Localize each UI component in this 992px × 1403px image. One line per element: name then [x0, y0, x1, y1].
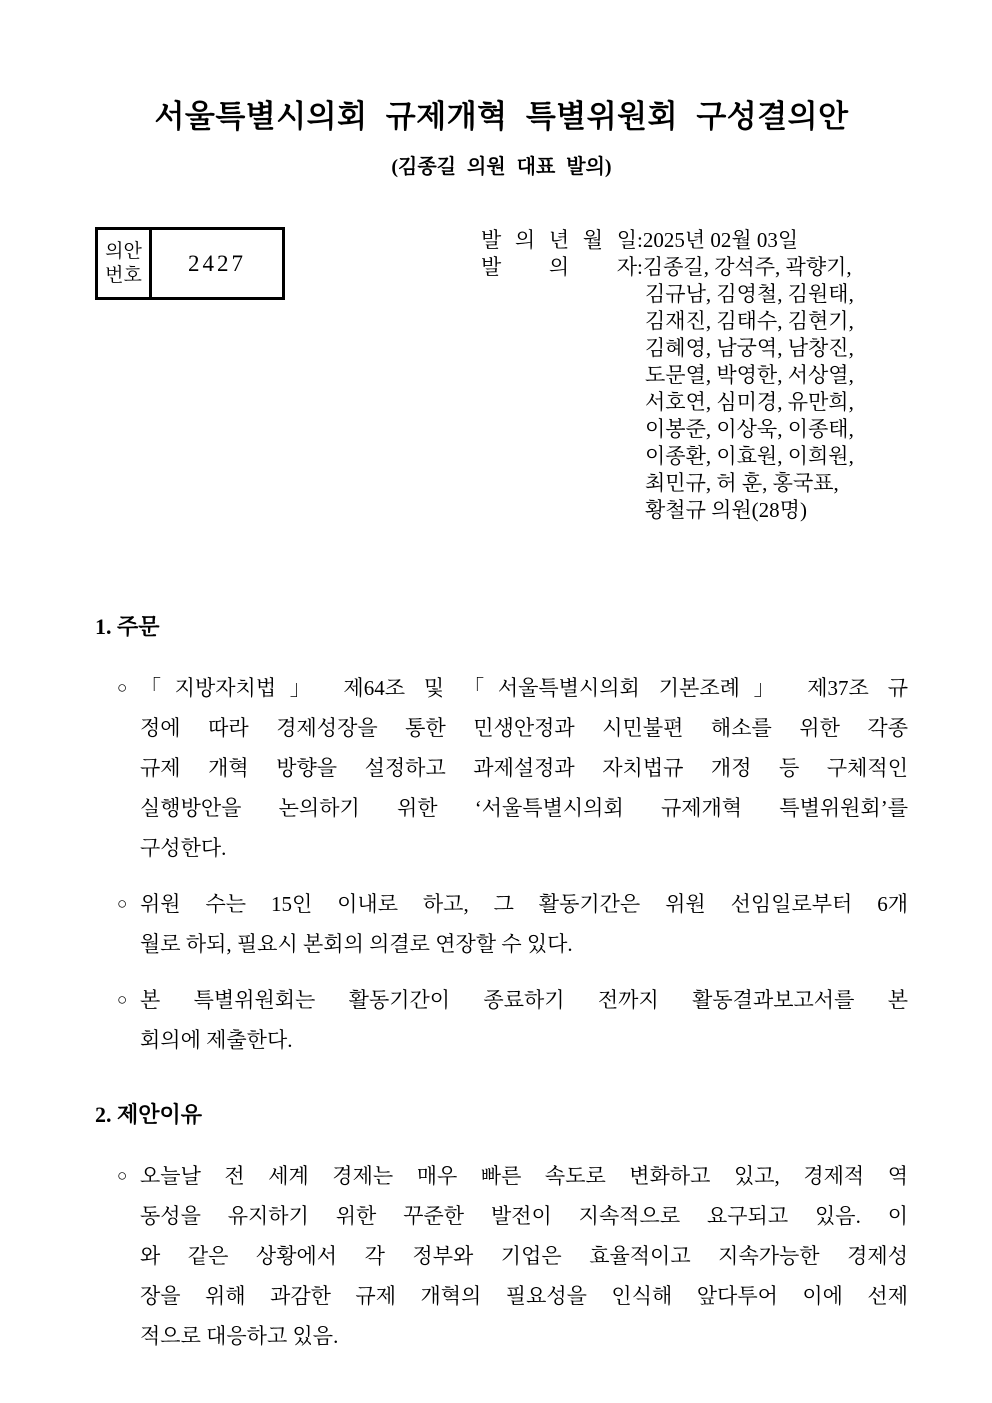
bullet-text [140, 980, 908, 1060]
bullet-text-line: 장을 위해 과감한 규제 개혁의 필요성을 인식해 앞다투어 이에 선제 [140, 1284, 908, 1308]
bullet-text [140, 668, 908, 868]
bullet-item [95, 980, 908, 1060]
proposer-names-line: 김재진, 김태수, 김현기, [645, 309, 854, 333]
section [95, 1100, 908, 1356]
proposer-names-line: 이봉준, 이상욱, 이종태, [645, 417, 854, 441]
bullet-item [95, 668, 908, 868]
bill-number-box [95, 227, 285, 300]
proposer-name-list [481, 281, 854, 524]
info-band [95, 227, 908, 524]
document-subtitle: (김종길 의원 대표 발의) [391, 156, 612, 178]
proposal-info [481, 227, 854, 524]
document-body [95, 612, 908, 1356]
proposal-date-row [481, 227, 854, 254]
proposer-names-line: 최민규, 허 훈, 홍국표, [645, 471, 839, 495]
bullet-text-line: 회의에 제출한다. [140, 1028, 293, 1052]
document-title: 서울특별시의회 규제개혁 특별위원회 구성결의안 [154, 99, 849, 134]
bullet-text-line: 본 특별위원회는 활동기간이 종료하기 전까지 활동결과보고서를 본 [140, 988, 908, 1012]
circle-bullet-icon: ○ [117, 990, 128, 1009]
proposer-names-line: :김종길, 강석주, 곽향기, [637, 255, 852, 279]
section-heading: 2. 제안이유 [95, 1102, 203, 1127]
bullet-text-line: 실행방안을 논의하기 위한 ‘서울특별시의회 규제개혁 특별위원회’를 [140, 796, 908, 820]
bullet-text-line: 「지방자치법」 제64조 및 「서울특별시의회 기본조례」 제37조 규 [140, 676, 908, 700]
bill-number-value: 2427 [188, 250, 246, 276]
circle-bullet-icon: ○ [117, 894, 128, 913]
circle-bullet-icon: ○ [117, 1166, 128, 1185]
bullet-item [95, 1156, 908, 1356]
bullet-text-line: 규제 개혁 방향을 설정하고 과제설정과 자치법규 개정 등 구체적인 [140, 756, 908, 780]
circle-bullet-icon: ○ [117, 678, 128, 697]
proposer-names-line: 도문열, 박영한, 서상열, [645, 363, 854, 387]
proposer-names-line: 서호연, 심미경, 유만희, [645, 390, 854, 414]
proposal-date-label: 발 의 년 월 일 [481, 228, 637, 252]
section-heading: 1. 주문 [95, 614, 160, 639]
proposal-date-value: :2025년 02월 03일 [637, 228, 799, 252]
bullet-text [140, 1156, 908, 1356]
bullet-text-line: 적으로 대응하고 있음. [140, 1324, 339, 1348]
bill-number-label-line1: 의안 [105, 240, 142, 262]
bullet-text-line: 위원 수는 15인 이내로 하고, 그 활동기간은 위원 선임일로부터 6개 [140, 892, 908, 916]
proposer-names-line: 이종환, 이효원, 이희원, [645, 444, 854, 468]
bill-number-label [98, 230, 152, 297]
bullet-text-line: 월로 하되, 필요시 본회의 의결로 연장할 수 있다. [140, 932, 573, 956]
bullet-text [140, 884, 908, 964]
bill-number-label-line2: 번호 [105, 264, 142, 286]
bullet-text-line: 오늘날 전 세계 경제는 매우 빠른 속도로 변화하고 있고, 경제적 역 [140, 1164, 908, 1188]
proposer-names-line: 김규남, 김영철, 김원태, [645, 282, 854, 306]
proposer-row [481, 254, 854, 281]
bullet-text-line: 와 같은 상황에서 각 정부와 기업은 효율적이고 지속가능한 경제성 [140, 1244, 908, 1268]
bullet-text-line: 구성한다. [140, 836, 227, 860]
proposer-label: 발 의 자 [481, 255, 637, 279]
bullet-text-line: 정에 따라 경제성장을 통한 민생안정과 시민불편 해소를 위한 각종 [140, 716, 908, 740]
section [95, 612, 908, 1060]
proposer-names-line: 황철규 의원(28명) [645, 498, 807, 522]
bullet-text-line: 동성을 유지하기 위한 꾸준한 발전이 지속적으로 요구되고 있음. 이 [140, 1204, 908, 1228]
proposer-names-line: 김혜영, 남궁역, 남창진, [645, 336, 854, 360]
bullet-item [95, 884, 908, 964]
